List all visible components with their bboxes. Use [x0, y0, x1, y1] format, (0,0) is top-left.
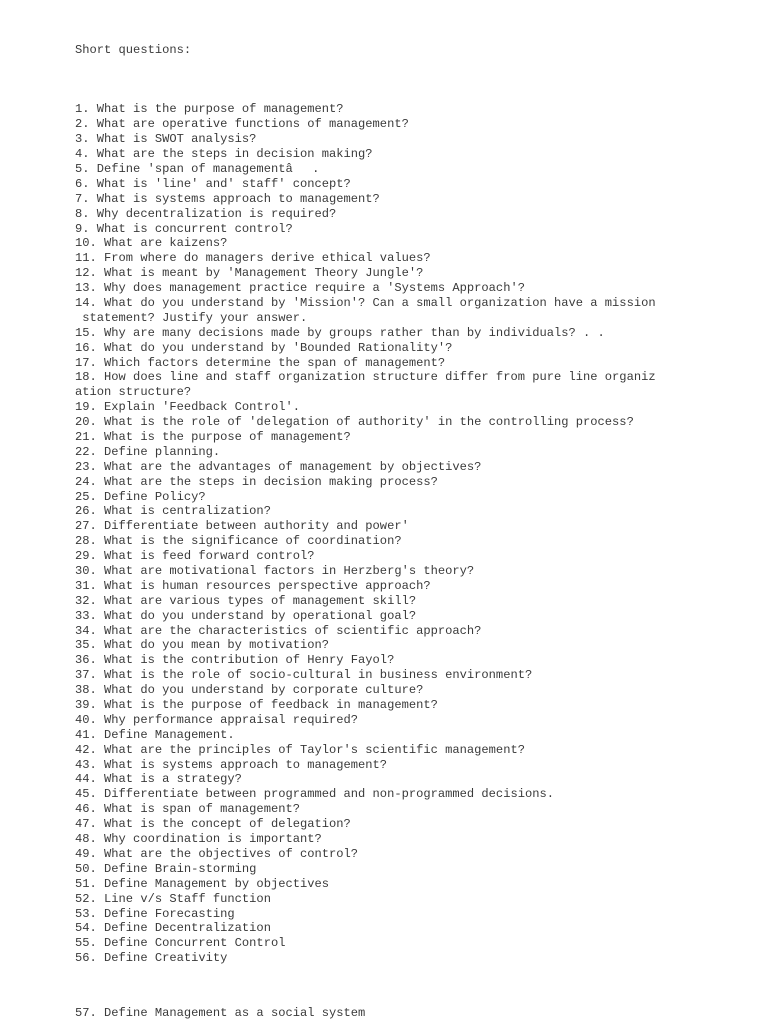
section-heading: Short questions: [75, 42, 192, 57]
question-line: 41. Define Management. [75, 727, 235, 742]
question-line: 36. What is the contribution of Henry Fayol? [75, 653, 395, 668]
question-line: 38. What do you understand by corporate culture? [75, 683, 424, 698]
question-line: 55. Define Concurrent Control [75, 936, 286, 951]
question-line: 29. What is feed forward control? [75, 549, 315, 564]
question-line: 12. What is meant by 'Management Theory Jungle'? [75, 266, 424, 281]
question-line: 44. What is a strategy? [75, 772, 242, 787]
question-line: 17. Which factors determine the span of management? [75, 355, 446, 370]
question-line: 2. What are operative functions of management? [75, 117, 409, 132]
question-line: 43. What is systems approach to management? [75, 757, 388, 772]
question-line: 49. What are the objectives of control? [75, 846, 359, 861]
question-line: 40. Why performance appraisal required? [75, 712, 359, 727]
question-line: 25. Define Policy? [75, 489, 206, 504]
question-line: statement? Justify your answer. [75, 310, 308, 325]
question-list [75, 13, 755, 966]
question-line: 8. Why decentralization is required? [75, 206, 337, 221]
question-line: 27. Differentiate between authority and power' [75, 519, 409, 534]
question-line: 47. What is the concept of delegation? [75, 817, 351, 832]
question-line: 51. Define Management by objectives [75, 876, 330, 891]
question-line: 20. What is the role of 'delegation of authority' in the controlling process? [75, 415, 634, 430]
question-line: 35. What do you mean by motivation? [75, 638, 330, 653]
question-line: 28. What is the significance of coordination? [75, 534, 402, 549]
question-line: 42. What are the principles of Taylor's scientific management? [75, 742, 525, 757]
question-line: 15. Why are many decisions made by groups rather than by individuals? . . [75, 325, 605, 340]
question-line: 21. What is the purpose of management? [75, 430, 351, 444]
question-line: 7. What is systems approach to management? [75, 191, 380, 206]
question-line: 45. Differentiate between programmed and non-programmed decisions. [75, 787, 554, 802]
question-line: 10. What are kaizens? [75, 236, 228, 251]
question-line: 4. What are the steps in decision making? [75, 147, 373, 162]
question-line: 19. Explain 'Feedback Control'. [75, 400, 300, 415]
question-line: ation structure? [75, 385, 192, 400]
question-line: 24. What are the steps in decision making process? [75, 474, 438, 489]
question-line: 22. Define planning. [75, 444, 221, 459]
question-line: 5. Define 'span of managementâ. [75, 161, 320, 176]
question-line: 54. Define Decentralization [75, 921, 271, 936]
question-line: 1. What is the purpose of management? [75, 102, 344, 117]
question-line: 33. What do you understand by operational goal? [75, 608, 417, 623]
question-line: 52. Line v/s Staff function [75, 891, 271, 906]
question-line: 13. Why does management practice require a 'Systems Approach'? [75, 281, 525, 296]
question-line: 50. Define Brain-storming [75, 861, 257, 876]
question-line: 11. From where do managers derive ethical values? [75, 251, 431, 266]
question-line: 34. What are the characteristics of scientific approach? [75, 623, 482, 638]
question-line: 37. What is the role of socio-cultural in business environment? [75, 668, 533, 683]
question-line: 9. What is concurrent control? [75, 221, 293, 236]
question-line: 32. What are various types of management skill? [75, 593, 417, 608]
question-line: 18. How does line and staff organization structure differ from pure line organiz [75, 370, 656, 385]
question-line: 31. What is human resources perspective approach? [75, 578, 431, 593]
question-line: 39. What is the purpose of feedback in management? [75, 698, 438, 713]
question-line: 26. What is centralization? [75, 504, 271, 519]
question-item-57: 57. Define Management as a social system [75, 1006, 366, 1020]
question-line: 23. What are the advantages of management by objectives? [75, 459, 482, 474]
question-line: 48. Why coordination is important? [75, 832, 322, 847]
question-line: 16. What do you understand by 'Bounded Rationality'? [75, 340, 453, 355]
question-line: 46. What is span of management? [75, 802, 300, 817]
question-line: 56. Define Creativity [75, 951, 228, 966]
question-line: 53. Define Forecasting [75, 906, 235, 921]
question-line: 14. What do you understand by 'Mission'? Can a small organization have a mission [75, 295, 656, 310]
question-line: 30. What are motivational factors in Herzberg's theory? [75, 564, 475, 579]
question-line: 6. What is 'line' and' staff' concept? [75, 176, 351, 191]
question-line: 3. What is SWOT analysis? [75, 132, 257, 147]
